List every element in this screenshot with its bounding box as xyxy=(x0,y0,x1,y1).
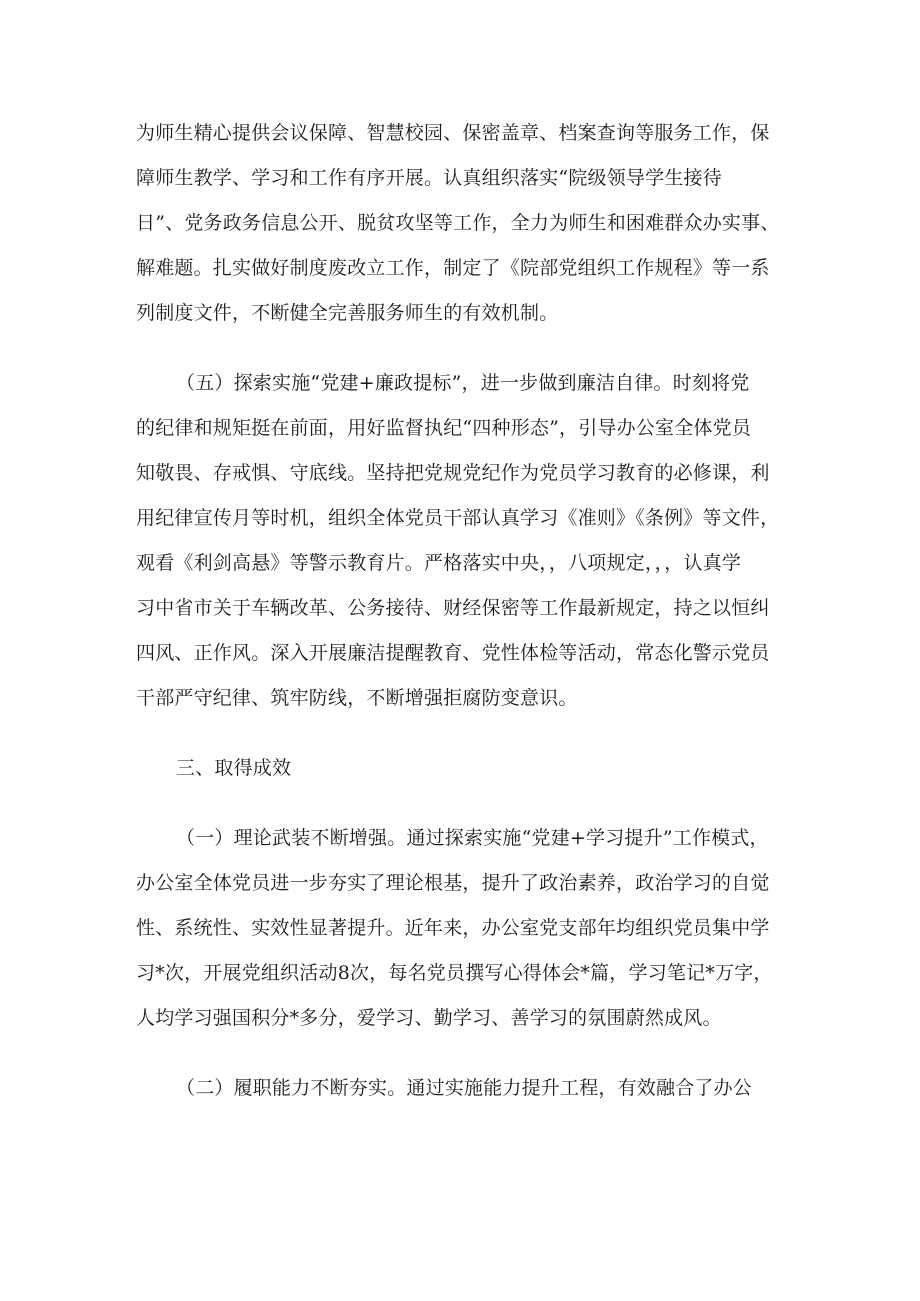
text-line: 性、系统性、实效性显著提升。近年来，办公室党支部年均组织党员集中学 xyxy=(136,917,770,939)
text-line: 为师生精心提供会议保障、智慧校园、保密盖章、档案查询等服务工作，保 xyxy=(136,122,770,144)
text-line: 日”、党务政务信息公开、脱贫攻坚等工作，全力为师生和困难群众办实事、 xyxy=(136,212,780,234)
text-line: 习中省市关于车辆改革、公务接待、财经保密等工作最新规定，持之以恒纠 xyxy=(136,597,770,619)
text-line: 的纪律和规矩挺在前面，用好监督执纪“四种形态”，引导办公室全体党员 xyxy=(136,417,752,439)
text-line: 人均学习强国积分*多分，爱学习、勤学习、善学习的氛围蔚然成风。 xyxy=(136,1007,722,1029)
text-line: 习*次，开展党组织活动8次，每名党员撰写心得体会*篇，学习笔记*万字， xyxy=(136,962,773,984)
text-line: 知敬畏、存戒惧、守底线。坚持把党规党纪作为党员学习教育的必修课，利 xyxy=(136,462,770,484)
text-line: 观看《利剑高悬》等警示教育片。严格落实中央，，八项规定，，，认真学 xyxy=(136,552,742,574)
text-line: （二）履职能力不断夯实。通过实施能力提升工程，有效融合了办公 xyxy=(176,1077,753,1099)
section-heading: 三、取得成效 xyxy=(176,757,292,779)
text-line: 解难题。扎实做好制度废改立工作，制定了《院部党组织工作规程》等一系 xyxy=(136,257,770,279)
text-line: （五）探索实施“党建+廉政提标”，进一步做到廉洁自律。时刻将党 xyxy=(176,372,750,394)
text-line: 列制度文件，不断健全完善服务师生的有效机制。 xyxy=(136,302,559,324)
text-line: 四风、正作风。深入开展廉洁提醒教育、党性体检等活动，常态化警示党员 xyxy=(136,642,770,664)
text-line: 用纪律宣传月等时机，组织全体党员干部认真学习《准则》《条例》等文件， xyxy=(136,507,780,529)
text-line: （一）理论武装不断增强。通过探索实施“党建+学习提升”工作模式， xyxy=(176,827,769,849)
text-line: 障师生教学、学习和工作有序开展。认真组织落实“院级领导学生接待 xyxy=(136,167,722,189)
text-line: 办公室全体党员进一步夯实了理论根基，提升了政治素养，政治学习的自觉 xyxy=(136,872,770,894)
text-line: 干部严守纪律、筑牢防线，不断增强拒腐防变意识。 xyxy=(136,687,578,709)
